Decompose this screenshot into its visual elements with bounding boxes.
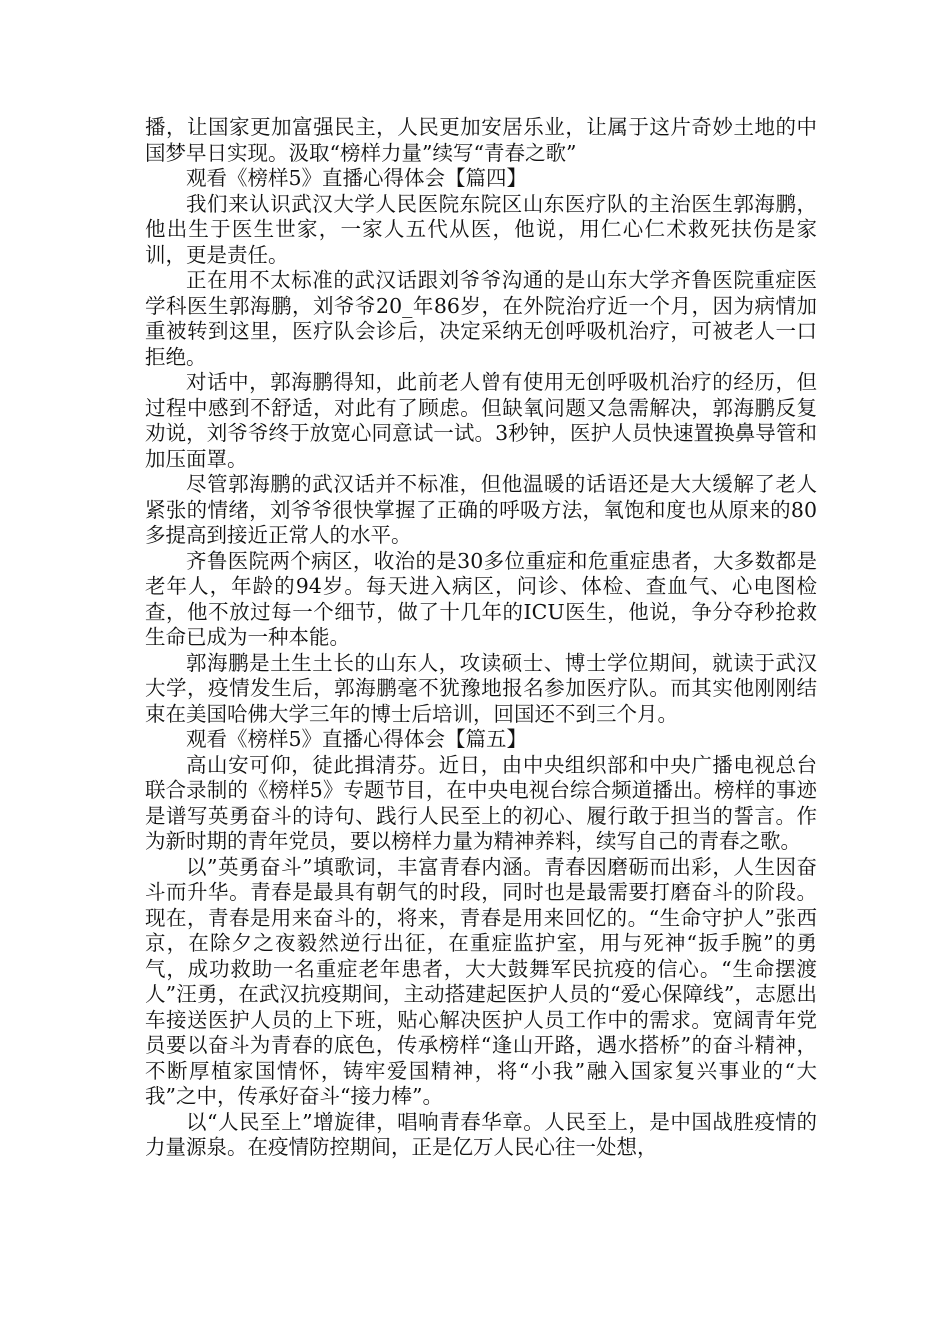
paragraph: 齐鲁医院两个病区，收治的是30多位重症和危重症患者，大多数都是老年人，年龄的94岁。每天进入病区，问诊、体检、查血气、心电图检查，他不放过每一个细节，做了十几年的ICU医生，他说，争分夺秒抢救生命已成为一种本能。	[145, 548, 817, 649]
paragraph: 尽管郭海鹏的武汉话并不标准，但他温暖的话语还是大大缓解了老人紧张的情绪，刘爷爷很快掌握了正确的呼吸方法，氧饱和度也从原来的80多提高到接近正常人的水平。	[145, 472, 817, 547]
section-heading-part-four: 观看《榜样5》直播心得体会【篇四】	[186, 166, 528, 190]
paragraph-continuation: 播，让国家更加富强民主，人民更加安居乐业，让属于这片奇妙土地的中国梦早日实现。汲取“榜样力量”续写“青春之歌”	[145, 115, 817, 165]
paragraph: 以“人民至上”增旋律，唱响青春华章。人民至上，是中国战胜疫情的力量源泉。在疫情防控期间，正是亿万人民心往一处想，	[145, 1109, 817, 1159]
paragraph: 我们来认识武汉大学人民医院东院区山东医疗队的主治医生郭海鹏，他出生于医生世家，一家人五代从医，他说，用仁心仁术救死扶伤是家训，更是责任。	[145, 191, 817, 267]
section-heading-part-five: 观看《榜样5》直播心得体会【篇五】	[186, 727, 528, 751]
paragraph: 对话中，郭海鹏得知，此前老人曾有使用无创呼吸机治疗的经历，但过程中感到不舒适，对此有了顾虑。但缺氧问题又急需解决，郭海鹏反复劝说，刘爷爷终于放宽心同意试一试。3秒钟，医护人员快速置换鼻导管和加压面罩。	[145, 370, 817, 471]
paragraph: 郭海鹏是土生土长的山东人，攻读硕士、博士学位期间，就读于武汉大学，疫情发生后，郭海鹏毫不犹豫地报名参加医疗队。而其实他刚刚结束在美国哈佛大学三年的博士后培训，回国还不到三个月。	[145, 650, 817, 726]
paragraph: 正在用不太标准的武汉话跟刘爷爷沟通的是山东大学齐鲁医院重症医学科医生郭海鹏，刘爷爷20_年86岁，在外院治疗近一个月，因为病情加重被转到这里，医疗队会诊后，决定采纳无创呼吸机治疗，可被老人一口拒绝。	[145, 268, 817, 369]
paragraph: 以”英勇奋斗”填歌词，丰富青春内涵。青春因磨砺而出彩，人生因奋斗而升华。青春是最具有朝气的时段，同时也是最需要打磨奋斗的阶段。现在，青春是用来奋斗的，将来，青春是用来回忆的。“生命守护人”张西京，在除夕之夜毅然逆行出征，在重症监护室，用与死神“扳手腕”的勇气，成功救助一名重症老年患者，大大鼓舞军民抗疫的信心。“生命摆渡人”汪勇，在武汉抗疫期间，主动搭建起医护人员的“爱心保障线”，志愿出车接送医护人员的上下班，贴心解决医护人员工作中的需求。宽阔青年党员要以奋斗为青春的底色，传承榜样“逢山开路，遇水搭桥”的奋斗精神，不断厚植家国情怀，铸牢爱国精神，将“小我”融入国家复兴事业的“大我”之中，传承好奋斗“接力棒”。	[145, 854, 817, 1108]
paragraph: 高山安可仰，徒此揖清芬。近日，由中央组织部和中央广播电视总台联合录制的《榜样5》专题节目，在中央电视台综合频道播出。榜样的事迹是谱写英勇奋斗的诗句、践行人民至上的初心、履行敢于担当的誓言。作为新时期的青年党员，要以榜样力量为精神养料，续写自己的青春之歌。	[145, 752, 817, 853]
document-body	[145, 115, 817, 1161]
